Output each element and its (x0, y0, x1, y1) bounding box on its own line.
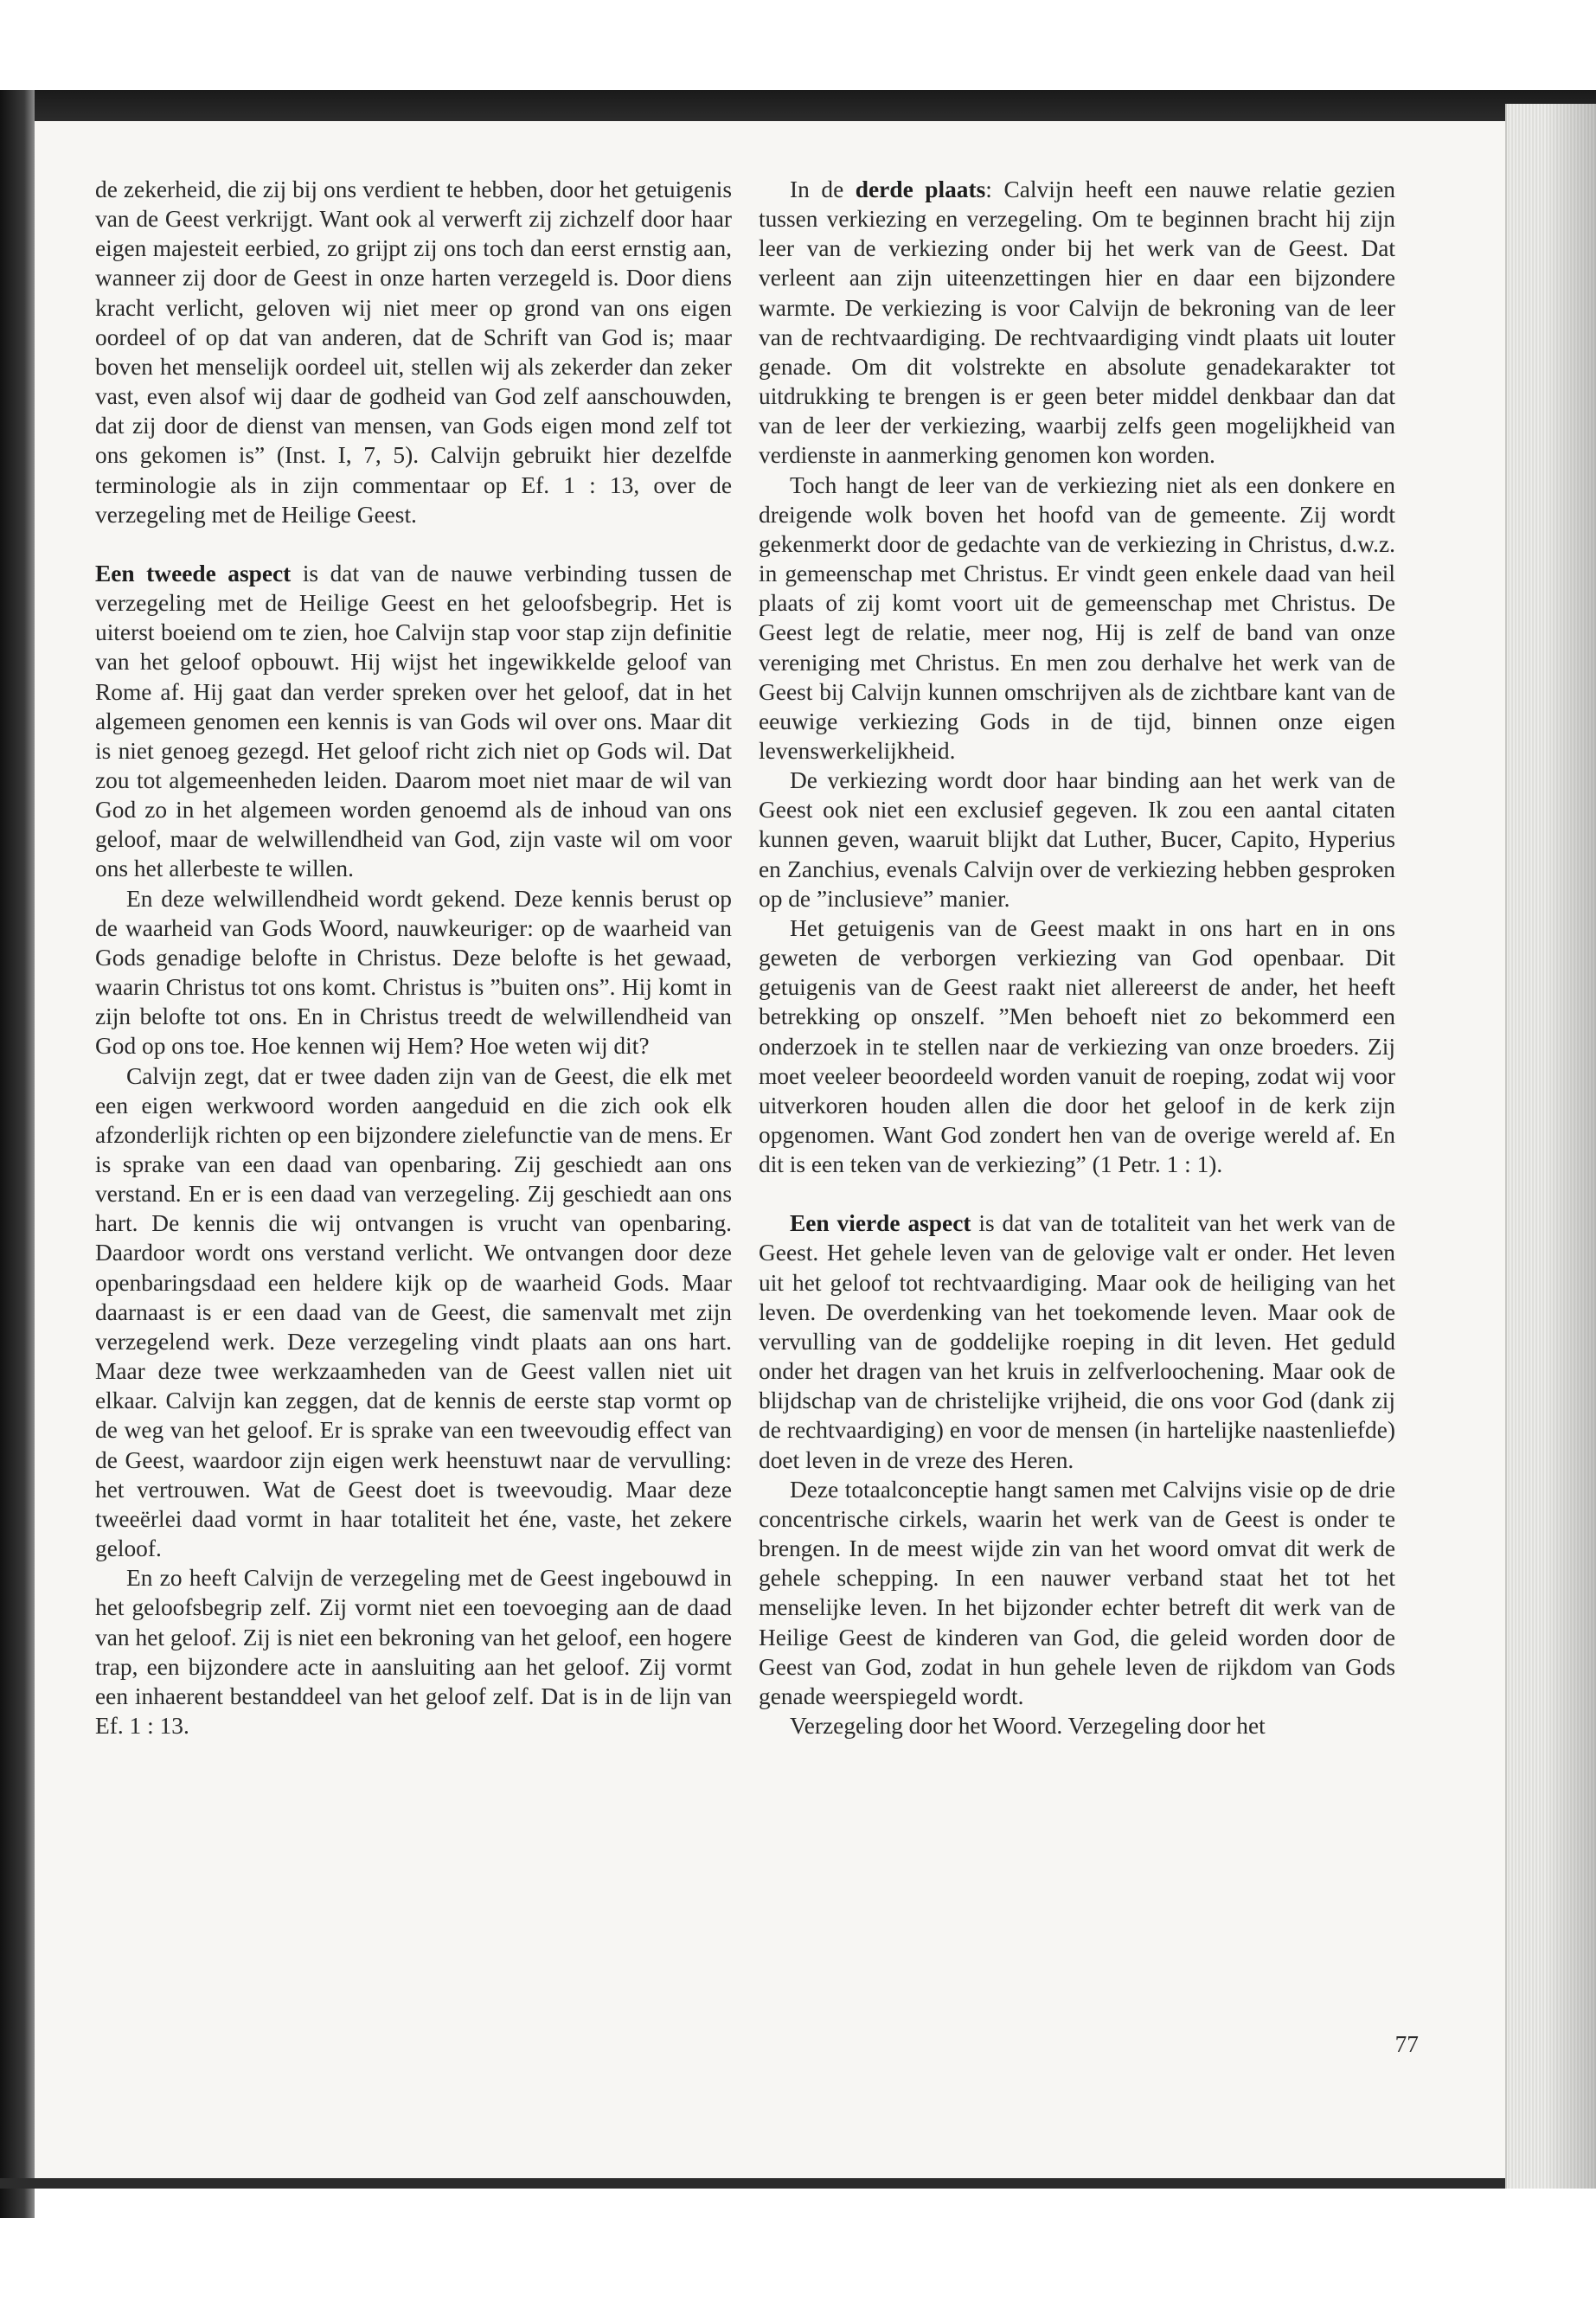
paragraph-text: En zo heeft Calvijn de verzegeling met de Geest ingebouwd in het geloofsbegrip zelf. Zij vormt niet een toevoeging aan de daad van het geloof. Zij is niet een bekroning van het geloof, een hogere trap, een bijzondere acte in aansluiting aan het geloof. Zij vormt een inhaerent bestanddeel van het geloof zelf. Dat is in de lijn van Ef. 1 : 13. (95, 1565, 732, 1739)
paragraph (759, 913, 1395, 1179)
paragraph-text: Calvijn zegt, dat er twee daden zijn van de Geest, die elk met een eigen werkwoord worden aangeduid en die zich ook elk afzonderlijk richten op een bijzondere zielefunctie van de mens. Er is sprake van een daad van openbaring. Zij geschiedt aan ons verstand. En er is een daad van verzegeling. Zij geschiedt aan ons hart. De kennis die wij ontvangen is vrucht van openbaring. Daardoor wordt ons verstand verlicht. We ontvangen door deze openbaringsdaad een heldere kijk op de waarheid Gods. Maar daarnaast is er een daad van de Geest, die samenvalt met zijn verzegelend werk. Deze verzegeling vindt plaats aan ons hart. Maar deze twee werkzaamheden van de Geest vallen niet uit elkaar. Calvijn kan zeggen, dat de kennis de eerste stap vormt op de weg van het geloof. Er is sprake van een tweevoudig effect van de Geest, waardoor zijn eigen werk heenstuwt naar de vervulling: het vertrouwen. Wat de Geest doet is tweevoudig. Maar deze tweeërlei daad vormt in haar totaliteit het éne, vaste, het zekere geloof. (95, 1062, 732, 1562)
paragraph (759, 175, 1395, 471)
paragraph (95, 1563, 732, 1740)
paragraph (95, 175, 732, 529)
paragraph (759, 1208, 1395, 1474)
paragraph-text: : Calvijn heeft een nauwe relatie gezien tussen verkiezing en verzegeling. Om te beginnen bracht hij zijn leer van de verkiezing onder bij het werk van de Geest. Dat verleent aan zijn uiteenzettingen hier en daar een bijzondere warmte. De verkiezing is voor Calvijn de bekroning van de leer van de rechtvaardiging. De rechtvaardiging vindt plaats uit louter genade. Om dit volstrekte en absolute genadekarakter tot uitdrukking te brengen is er geen beter middel denkbaar dan dat van de leer der verkiezing, waarbij zelfs geen mogelijkheid van verdienste in aanmerking genomen kon worden. (759, 176, 1395, 469)
left-text-column (95, 175, 732, 1740)
paragraph-text: Deze totaalconceptie hangt samen met Calvijns visie op de drie concentrische cirkels, waarin het werk van de Geest is onder te brengen. In de meest wijde zin van het woord omvat dit werk de gehele schepping. In een nauwer verband staat het tot het menselijke leven. In het bijzonder echter betreft dit werk van de Heilige Geest de kinderen van God, die geleid worden door de Geest van God, zodat in hun gehele leven de rijkdom van Gods genade weerspiegeld wordt. (759, 1476, 1395, 1709)
paragraph-lead: In de (790, 176, 856, 202)
paragraph (759, 1475, 1395, 1711)
paragraph (759, 471, 1395, 766)
right-text-column (759, 175, 1395, 1740)
section-heading-inline: Een tweede aspect (95, 560, 292, 586)
scan-left-edge (0, 90, 35, 2218)
paragraph-text: Verzegeling door het Woord. Verzegeling door het (790, 1712, 1266, 1739)
scan-top-edge (0, 90, 1596, 121)
paragraph (759, 1711, 1395, 1740)
scan-bottom-edge (0, 2178, 1596, 2189)
paragraph-text: Toch hangt de leer van de verkiezing niet als een donkere en dreigende wolk boven het hoofd van de gemeente. Zij wordt gekenmerkt door de gedachte van de verkiezing in Christus, d.w.z. in gemeenschap met Christus. Er vindt geen enkele daad van heil plaats of zij komt voort uit de gemeenschap met Christus. De Geest legt de relatie, meer nog, Hij is zelf de band van onze vereniging met Christus. En men zou derhalve het werk van de Geest bij Calvijn kunnen omschrijven als de zichtbare kant van de eeuwige verkiezing Gods in de tijd, binnen onze eigen levenswerkelijkheid. (759, 471, 1395, 764)
paragraph-text: De verkiezing wordt door haar binding aan het werk van de Geest ook niet een exclusief gegeven. Ik zou een aantal citaten kunnen geven, waaruit blijkt dat Luther, Bucer, Capito, Hyperius en Zanchius, evenals Calvijn over de verkiezing hebben gesproken op de ”inclusieve” manier. (759, 767, 1395, 912)
paragraph (95, 884, 732, 1061)
section-heading-inline: derde plaats (855, 176, 986, 202)
paragraph-text: de zekerheid, die zij bij ons verdient te hebben, door het getuigenis van de Geest verkrijgt. Want ook al verwerft zij zichzelf door haar eigen majesteit eerbied, zo grijpt zij ons toch dan eerst ernstig aan, wanneer zij door de Geest in onze harten verzegeld is. Door diens kracht verlicht, geloven wij niet meer op grond van ons eigen oordeel of op dat van anderen, dat de Schrift van God is; maar boven het menselijk oordeel uit, stellen wij als zekerder dan zeker vast, even alsof wij daar de godheid van God zelf aanschouwden, dat zij door de dienst van mensen, van Gods eigen mond zelf tot ons gekomen is” (Inst. I, 7, 5). Calvijn gebruikt hier dezelfde terminologie als in zijn commentaar op Ef. 1 : 13, over de verzegeling met de Heilige Geest. (95, 176, 732, 528)
scan-top-margin (0, 0, 1596, 93)
paragraph (95, 1061, 732, 1564)
paragraph-text: Het getuigenis van de Geest maakt in ons hart en in ons geweten de verborgen verkiezing van God openbaar. Dit getuigenis van de Geest raakt niet allereerst de ander, het heeft betrekking op onszelf. ”Men behoeft niet zo bekommerd een onderzoek in te stellen naar de verkiezing van onze broeders. Zij moet veeleer beoordeeld worden vanuit de roeping, zodat wij voor uitverkoren houden allen die door het geloof in de kerk zijn opgenomen. Want God zondert hen van de overige wereld af. En dit is een teken van de verkiezing” (1 Petr. 1 : 1). (759, 914, 1395, 1178)
paragraph (95, 559, 732, 884)
paragraph-text: is dat van de totaliteit van het werk van de Geest. Het gehele leven van de gelovige valt er onder. Het leven uit het geloof tot rechtvaardiging. Maar ook de heiliging van het leven. De overdenking van het toekomende leven. Maar ook de vervulling van de goddelijke roeping in dit leven. Het geduld onder het dragen van het kruis in zelfverloochening. Maar ook de blijdschap van de christelijke vrijheid, die ons voor God (dank zij de rechtvaardiging) en voor de mensen (in hartelijke naastenliefde) doet leven in de vreze des Heren. (759, 1210, 1395, 1473)
section-heading-inline: Een vierde aspect (790, 1210, 971, 1237)
book-edge-shadow (1545, 104, 1596, 2189)
page-number: 77 (1394, 2031, 1419, 2057)
paragraph (759, 766, 1395, 913)
book-page (35, 121, 1505, 2178)
paragraph-text: En deze welwillendheid wordt gekend. Deze kennis berust op de waarheid van Gods Woord, nauwkeuriger: op de waarheid van Gods genadige belofte in Christus. Deze belofte is het gewaad, waarin Christus tot ons komt. Christus is ”buiten ons”. Hij komt in zijn belofte tot ons. En in Christus treedt de welwillendheid van God op ons toe. Hoe kennen wij Hem? Hoe weten wij dit? (95, 885, 732, 1060)
paragraph-text: is dat van de nauwe verbinding tussen de verzegeling met de Heilige Geest en het geloofsbegrip. Het is uiterst boeiend om te zien, hoe Calvijn stap voor stap zijn definitie van het geloof opbouwt. Hij wijst het ingewikkelde geloof van Rome af. Hij gaat dan verder spreken over het geloof, dat in het algemeen genomen een kennis is van Gods wil over ons. Maar dit is niet genoeg gezegd. Het geloof richt zich niet op Gods wil. Dat zou tot algemeenheden leiden. Daarom moet niet maar de wil van God zo in het algemeen worden genoemd als de inhoud van ons geloof, maar de welwillendheid van God, zijn vaste wil om voor ons het allerbeste te willen. (95, 560, 732, 882)
